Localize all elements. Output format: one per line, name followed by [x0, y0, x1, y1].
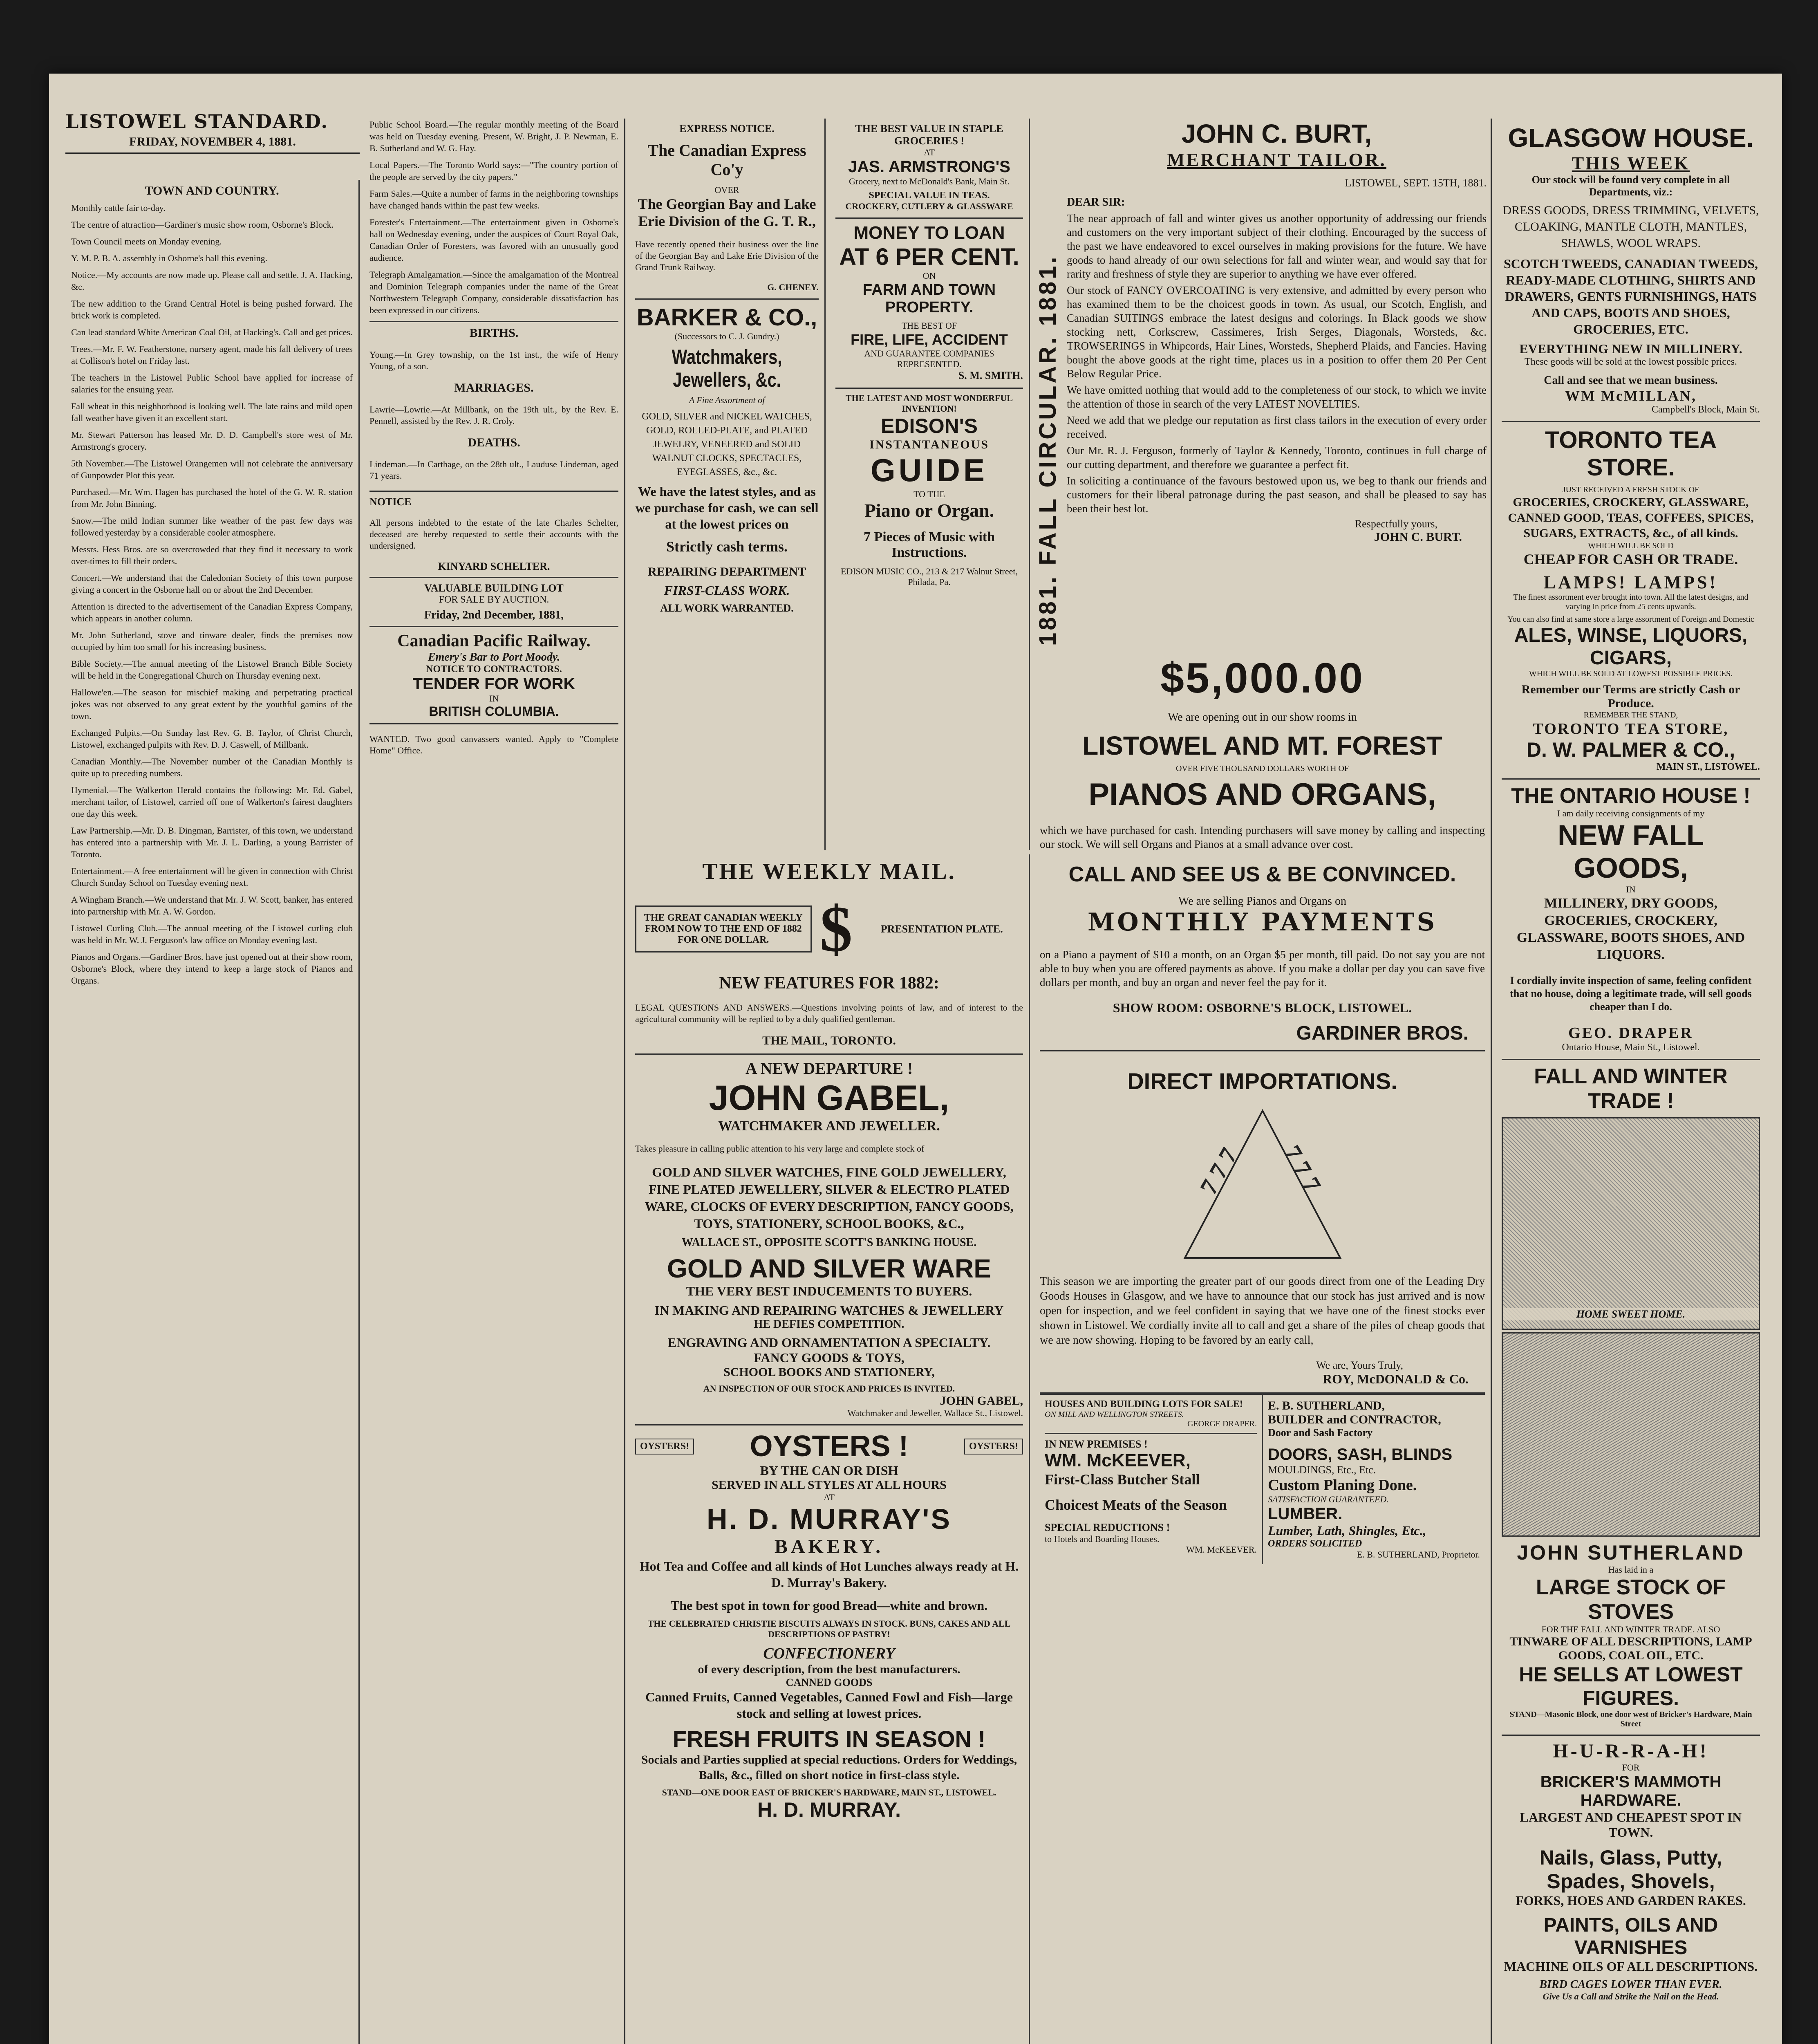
sutherland-orders: ORDERS SOLICITED: [1268, 1538, 1362, 1549]
deaths-heading: DEATHS.: [468, 436, 520, 449]
bricker-largest: LARGEST AND CHEAPEST SPOT IN TOWN.: [1520, 1810, 1742, 1840]
gabel-school: SCHOOL BOOKS AND STATIONERY,: [723, 1365, 935, 1379]
gabel-pleasure: Takes pleasure in calling public attention to his very large and complete stock of: [635, 1143, 925, 1154]
bricker-machine: MACHINE OILS OF ALL DESCRIPTIONS.: [1504, 1959, 1758, 1974]
teastore-lamps: LAMPS! LAMPS!: [1543, 572, 1718, 592]
news-item: Hallowe'en.—The season for mischief making and perpetrating practical jokes was not observed to any great extent by the youthful gamins of the town.: [71, 687, 353, 721]
stoves-tinware: TINWARE OF ALL DESCRIPTIONS, LAMP GOODS, COAL OIL, ETC.: [1509, 1635, 1752, 1662]
burt-circular: [1034, 119, 1492, 650]
direct-signature: ROY, McDONALD & Co.: [1322, 1372, 1469, 1386]
gardiner-amount: $5,000.00: [1160, 654, 1364, 702]
wanted-text: WANTED. Two good canvassers wanted. Apply to "Complete Home" Office.: [369, 734, 618, 755]
burt-trade: MERCHANT TAILOR.: [1167, 149, 1386, 170]
news-item: Forester's Entertainment.—The entertainment given in Osborne's hall on Wednesday evening, under the auspices of Court Royal Oak, Canadian Order of Foresters, was favored with an unusually good audience.: [369, 217, 618, 263]
news-item: Bible Society.—The annual meeting of the Listowel Branch Bible Society will be held in the Congregational Church on Thursday evening next.: [71, 659, 353, 681]
news-item: Messrs. Hess Bros. are so overcrowded that they find it necessary to work over-times to fill their orders.: [71, 544, 353, 566]
gardiner-terms: on a Piano a payment of $10 a month, on an Organ $5 per month, till paid. Do not say you are not able to buy when you are offered payments as above. If you make a dollar per day you can save five dollars per month, and buy an organ and never feel the pay for it.: [1040, 948, 1485, 988]
sutherland-signature: E. B. SUTHERLAND, Proprietor.: [1357, 1549, 1480, 1560]
glasgow-list-2: SCOTCH TWEEDS, CANADIAN TWEEDS, READY-MADE CLOTHING, SHIRTS AND DRAWERS, GENTS FURNISHINGS, HATS AND CAPS, BOOTS AND SHOES, GROCERIES, ETC.: [1503, 256, 1758, 336]
svg-text:7 7 7: 7 7 7: [1194, 1143, 1243, 1199]
gardiner-over: OVER FIVE THOUSAND DOLLARS WORTH OF: [1175, 764, 1349, 773]
mail-title: THE WEEKLY MAIL.: [702, 859, 956, 884]
teastore-also: You can also find at same store a large assortment of Foreign and Domestic: [1507, 615, 1754, 624]
gardiner-body: which we have purchased for cash. Intending purchasers will save money by calling and inspecting our stock. We will sell Organs and Pianos at a small advance over cost.: [1040, 824, 1485, 850]
marriages-heading: MARRIAGES.: [454, 381, 534, 394]
bricker-title: BRICKER'S MAMMOTH HARDWARE.: [1540, 1773, 1722, 1809]
express-body: Have recently opened their business over the line of the Georgian Bay and Lake Erie Division of the Grand Trunk Railway.: [635, 239, 819, 272]
express-notice: EXPRESS NOTICE.: [679, 123, 775, 134]
edison-name: EDISON'S: [881, 415, 978, 437]
direct-closing: We are, Yours Truly,: [1316, 1359, 1403, 1371]
money-on: ON: [922, 271, 936, 281]
barker-warranted: ALL WORK WARRANTED.: [660, 602, 794, 614]
cpr-tender: TENDER FOR WORK: [412, 675, 575, 693]
notice-text: All persons indebted to the estate of the late Charles Schelter, deceased are hereby requested to settle their accounts with the undersigned.: [369, 518, 618, 551]
teastore-received: JUST RECEIVED A FRESH STOCK OF: [1562, 485, 1699, 494]
births-heading: BIRTHS.: [469, 326, 519, 340]
bricker-forks: FORKS, HOES AND GARDEN RAKES.: [1516, 1893, 1746, 1908]
barker-trade: Watchmakers, Jewellers, &c.: [672, 346, 782, 392]
burt-paragraph: Our Mr. R. J. Ferguson, formerly of Taylor & Kennedy, Toronto, continues in full charge of our cutting department, and therefore we guarantee a perfect fit.: [1067, 444, 1487, 471]
murray-every: of every description, from the best manufacturers.: [698, 1663, 960, 1676]
elephant-engraving: [1502, 1332, 1760, 1537]
lot-title: VALUABLE BUILDING LOT: [424, 582, 564, 594]
burt-paragraph: We have omitted nothing that would add to the completeness of our stock, to which we invite the attention of those in search of the very LATEST NOVELTIES.: [1067, 384, 1487, 410]
burt-date: LISTOWEL, SEPT. 15TH, 1881.: [1345, 177, 1487, 189]
sutherland-trade: BUILDER and CONTRACTOR,: [1268, 1413, 1441, 1426]
farm-town-property: FARM AND TOWN PROPERTY.: [862, 281, 996, 316]
gabel-departure: A NEW DEPARTURE !: [745, 1059, 913, 1078]
burt-closing: Respectfully yours,: [1355, 518, 1437, 530]
oysters-title: OYSTERS !: [750, 1430, 909, 1463]
murray-stand: STAND—ONE DOOR EAST OF BRICKER'S HARDWARE, MAIN ST., LISTOWEL.: [662, 1787, 996, 1797]
sutherland-doors: DOORS, SASH, BLINDS: [1268, 1446, 1453, 1464]
staple-heading: THE BEST VALUE IN STAPLE GROCERIES !: [855, 123, 1003, 147]
mail-body: LEGAL QUESTIONS AND ANSWERS.—Questions involving points of law, and of interest to the agricultural community will be replied to by a duly qualified gentleman.: [635, 1002, 1023, 1024]
teastore-terms: Remember our Terms are strictly Cash or Produce.: [1521, 683, 1740, 710]
murray-bakery: BAKERY.: [774, 1536, 884, 1558]
cpr-bc: BRITISH COLUMBIA.: [429, 704, 559, 719]
news-item: Snow.—The mild Indian summer like weather of the past few days was followed yesterday by a considerable cooler atmosphere.: [71, 515, 353, 538]
gabel-goods: GOLD AND SILVER WATCHES, FINE GOLD JEWELLERY, FINE PLATED JEWELLERY, SILVER & ELECTRO PLATED WARE, CLOCKS OF EVERY DESCRIPTION, FANCY GOODS, TOYS, STATIONERY, SCHOOL BOOKS, &C.,: [645, 1165, 1014, 1231]
edison-pieces: 7 Pieces of Music with Instructions.: [863, 529, 995, 560]
murray-bread: The best spot in town for good Bread—white and brown.: [670, 1598, 988, 1613]
news-item: Local Papers.—The Toronto World says:—"The country portion of the people are served by the city papers.": [369, 160, 618, 182]
newspaper-page: [49, 74, 1782, 2044]
stoves-sells: HE SELLS AT LOWEST FIGURES.: [1519, 1663, 1743, 1710]
teastore-title: TORONTO TEA STORE.: [1545, 427, 1717, 481]
mckeever-choicest: Choicest Meats of the Season: [1045, 1497, 1227, 1513]
news-item: Listowel Curling Club.—The annual meeting of the Listowel curling club was held in Mr. W. J. Ferguson's law office on Monday evening last.: [71, 923, 353, 945]
cpr-in: IN: [489, 693, 499, 704]
stoves-has: Has laid in a: [1608, 1564, 1654, 1575]
ontario-invite: I cordially invite inspection of same, feeling confident that no house, doing a legitimate trade, will sell goods cheaper than I do.: [1510, 975, 1752, 1013]
mail-box: THE GREAT CANADIAN WEEKLY FROM NOW TO THE END OF 1882 FOR ONE DOLLAR.: [635, 905, 812, 953]
sutherland-stove-name: JOHN SUTHERLAND: [1517, 1541, 1745, 1564]
teastore-remember: REMEMBER THE STAND,: [1583, 710, 1678, 719]
sutherland-planing: Custom Planing Done.: [1268, 1477, 1417, 1494]
houses-signature: GEORGE DRAPER.: [1187, 1419, 1257, 1428]
gabel-inducements: THE VERY BEST INDUCEMENTS TO BUYERS.: [686, 1284, 972, 1298]
dollar-sign-icon: $: [819, 892, 853, 965]
teastore-ales: ALES, WINSE, LIQUORS, CIGARS,: [1514, 625, 1748, 669]
bricker-paints: PAINTS, OILS AND VARNISHES: [1543, 1914, 1718, 1959]
gabel-premises: WALLACE ST., OPPOSITE SCOTT'S BANKING HOUSE.: [681, 1236, 977, 1249]
staple-at: AT: [924, 147, 935, 157]
gardiner-monthly: MONTHLY PAYMENTS: [1087, 908, 1437, 937]
edison-instant: INSTANTANEOUS: [869, 438, 989, 451]
bricker-call: Give Us a Call and Strike the Nail on the Head.: [1543, 1991, 1719, 2001]
triangle-ornament: [1177, 1107, 1348, 1262]
express-over: OVER: [714, 185, 739, 195]
burt-name: JOHN C. BURT,: [1181, 119, 1372, 148]
edison-company: EDISON MUSIC CO., 213 & 217 Walnut Street, Philada, Pa.: [841, 566, 1018, 587]
gabel-trade: WATCHMAKER AND JEWELLER.: [718, 1118, 940, 1134]
births-text: Young.—In Grey township, on the 1st inst., the wife of Henry Young, of a son.: [369, 350, 618, 371]
gabel-engraving: ENGRAVING AND ORNAMENTATION A SPECIALTY.: [667, 1335, 991, 1350]
cpr-subtitle: Emery's Bar to Port Moody.: [428, 651, 560, 663]
mckeever-ads: [1040, 1395, 1263, 1564]
murray-christie: THE CELEBRATED CHRISTIE BISCUITS ALWAYS IN STOCK. BUNS, CAKES AND ALL DESCRIPTIONS OF PASTRY!: [647, 1618, 1011, 1639]
stove-caption: HOME SWEET HOME.: [1503, 1308, 1759, 1320]
barker-prices: We have the latest styles, and as we purchase for cash, we can sell at the lowest prices on: [635, 484, 819, 531]
companies-represented: AND GUARANTEE COMPANIES REPRESENTED.: [864, 348, 994, 369]
six-per-cent: AT 6 PER CENT.: [839, 244, 1019, 270]
sutherland-ad: [1263, 1395, 1485, 1564]
stoves-stand: STAND—Masonic Block, one door west of Bricker's Hardware, Main Street: [1509, 1710, 1752, 1728]
ontario-fall-goods: NEW FALL GOODS,: [1558, 819, 1704, 884]
news-item: Town Council meets on Monday evening.: [71, 236, 222, 247]
mail-features: NEW FEATURES FOR 1882:: [719, 974, 939, 993]
sutherland-lath: Lumber, Lath, Shingles, Etc.,: [1268, 1523, 1426, 1538]
gabel-name: JOHN GABEL,: [709, 1078, 949, 1118]
stoves-for: FOR THE FALL AND WINTER TRADE. ALSO: [1541, 1624, 1720, 1634]
cpr-title: Canadian Pacific Railway.: [397, 632, 591, 650]
burt-signature: JOHN C. BURT.: [1374, 530, 1462, 544]
teastore-goods: GROCERIES, CROCKERY, GLASSWARE, CANNED GOOD, TEAS, COFFEES, SPICES, SUGARS, EXTRACTS, &c., of all kinds.: [1508, 495, 1754, 540]
masthead: [65, 110, 360, 154]
news-item: Monthly cattle fair to-day.: [71, 203, 166, 213]
edison-to-the: TO THE: [913, 489, 945, 499]
ontario-signature: GEO. DRAPER: [1568, 1024, 1693, 1042]
news-item: Notice.—My accounts are now made up. Please call and settle. J. A. Hacking, &c.: [71, 270, 353, 292]
gardiner-pianos: PIANOS AND ORGANS,: [1088, 777, 1436, 812]
news-item: Mr. Stewart Patterson has leased Mr. D. D. Campbell's store west of Mr. Armstrong's grocery.: [71, 430, 353, 452]
murray-fruits: Canned Fruits, Canned Vegetables, Canned Fowl and Fish—large stock and selling at lowest prices.: [645, 1690, 1013, 1721]
news-item: Trees.—Mr. F. W. Featherstone, nursery agent, made his fall delivery of trees at Collison's hotel on Friday last.: [71, 344, 353, 366]
ontario-title: THE ONTARIO HOUSE !: [1511, 784, 1751, 808]
fire-life-accident: FIRE, LIFE, ACCIDENT: [851, 331, 1008, 348]
glasgow-list-1: DRESS GOODS, DRESS TRIMMING, VELVETS, CLOAKING, MANTLE CLOTH, MANTLES, SHAWLS, WOOL WRAPS.: [1502, 204, 1759, 250]
gardiner-show: SHOW ROOM: OSBORNE'S BLOCK, LISTOWEL.: [1113, 1000, 1412, 1015]
armstrong-address: Grocery, next to McDonald's Bank, Main St.: [849, 176, 1010, 186]
bottom-ads: [1040, 1394, 1485, 1564]
murray-fresh: FRESH FRUITS IN SEASON !: [672, 1726, 986, 1752]
direct-body: This season we are importing the greater part of our goods direct from one of the Leading Dry Goods Houses in Glasgow, and we have to announce that our stock has just arrived and is now open for inspection, and we feel confident in saying that we have one of the finest stocks ever shown in Listowel. We cordially invite all to call and get a share of the piles of cheap goods that we are now showing. Hoping to be favored by an early call,: [1040, 1275, 1485, 1347]
triangle-ornament-icon: [1177, 1107, 1348, 1262]
mckeever-new: IN NEW PREMISES !: [1045, 1438, 1148, 1450]
gardiner-opening: We are opening out in our show rooms in: [1168, 711, 1357, 724]
ontario-signature-sub: Ontario House, Main St., Listowel.: [1562, 1042, 1700, 1053]
glasgow-week: THIS WEEK: [1572, 153, 1690, 173]
teas-special: SPECIAL VALUE IN TEAS.: [869, 190, 990, 201]
oysters-by: BY THE CAN OR DISH: [760, 1463, 898, 1478]
mckeever-signature: WM. McKEEVER.: [1186, 1544, 1257, 1555]
news-column-2: [364, 119, 625, 2044]
oysters-served: SERVED IN ALL STYLES AT ALL HOURS: [712, 1478, 947, 1492]
news-item: Telegraph Amalgamation.—Since the amalgamation of the Montreal and Dominion Telegraph companies under the name of the Great Northwestern Telegraph Company, considerable dissatisfaction has been expressed in our citizens.: [369, 269, 618, 315]
glasgow-lowest: These goods will be sold at the lowest possible prices.: [1525, 356, 1737, 367]
news-item: Entertainment.—A free entertainment will be given in connection with Christ Church Sunday School on Tuesday evening next.: [71, 866, 353, 888]
best-of: THE BEST OF: [901, 320, 957, 331]
gabel-repairing: IN MAKING AND REPAIRING WATCHES & JEWELLERY: [654, 1303, 1004, 1318]
murray-canned: CANNED GOODS: [786, 1676, 873, 1688]
news-item: Fall wheat in this neighborhood is looking well. The late rains and mild open fall weather have given it an excellent start.: [71, 401, 353, 423]
gabel-defies: HE DEFIES COMPETITION.: [754, 1318, 905, 1331]
news-heading: TOWN AND COUNTRY.: [145, 184, 279, 197]
edison-latest: THE LATEST AND MOST WONDERFUL INVENTION!: [845, 393, 1013, 414]
ontario-receiving: I am daily receiving consignments of my: [1557, 808, 1705, 818]
stoves-title: FALL AND WINTER TRADE !: [1534, 1065, 1728, 1113]
svg-text:7 7 7: 7 7 7: [1278, 1141, 1326, 1197]
houses-sub: ON MILL AND WELLINGTON STREETS.: [1045, 1410, 1184, 1419]
express-company: The Canadian Express Co'y: [647, 141, 806, 179]
murray-hot: Hot Tea and Coffee and all kinds of Hot Lunches always ready at H. D. Murray's Bakery.: [639, 1559, 1019, 1590]
news-column: [65, 180, 360, 2044]
gardiner-signature: GARDINER BROS.: [1296, 1022, 1469, 1044]
express-line: The Georgian Bay and Lake Erie Division of the G. T. R.,: [638, 196, 816, 229]
issue-date: FRIDAY, NOVEMBER 4, 1881.: [129, 135, 296, 148]
marriages-text: Lawrie—Lowrie.—At Millbank, on the 19th ult., by the Rev. E. Pennell, assisted by the Rev. J. R. Croly.: [369, 404, 618, 426]
deaths-text: Lindeman.—In Carthage, on the 28th ult., Lauduse Lindeman, aged 71 years.: [369, 459, 618, 481]
bricker-hurrah: H-U-R-R-A-H!: [1553, 1740, 1709, 1762]
armstrong-name: JAS. ARMSTRONG'S: [848, 158, 1010, 176]
teastore-lowest: WHICH WILL BE SOLD AT LOWEST POSSIBLE PRICES.: [1529, 669, 1733, 678]
teastore-signature: D. W. PALMER & CO.,: [1526, 738, 1735, 761]
barker-title: BARKER & CO.,: [636, 304, 817, 331]
right-column: [1496, 119, 1766, 2044]
burt-salutation: DEAR SIR:: [1067, 196, 1125, 208]
notice-heading: NOTICE: [369, 496, 412, 508]
oysters-tag-right: OYSTERS!: [964, 1439, 1023, 1455]
sutherland-mouldings: MOULDINGS, Etc., Etc.: [1268, 1464, 1376, 1476]
gabel-gold-silver: GOLD AND SILVER WARE: [667, 1254, 991, 1283]
gabel-invite: AN INSPECTION OF OUR STOCK AND PRICES IS INVITED.: [703, 1383, 955, 1394]
express-signature: G. CHENEY.: [767, 282, 819, 292]
news-item: The new addition to the Grand Central Hotel is being pushed forward. The brick work is completed.: [71, 298, 353, 320]
gabel-fancy: FANCY GOODS & TOYS,: [754, 1350, 905, 1365]
mckeever-name: WM. McKEEVER,: [1045, 1450, 1191, 1470]
news-item: Hymenial.—The Walkerton Herald contains the following: Mr. Ed. Gabel, merchant tailor, of Listowel, carried off one of Walkerton's fairest daughters one day this week.: [71, 785, 353, 819]
cpr-notice: NOTICE TO CONTRACTORS.: [426, 664, 562, 675]
bricker-cages: BIRD CAGES LOWER THAN EVER.: [1539, 1978, 1722, 1991]
sutherland-name: E. B. SUTHERLAND,: [1268, 1399, 1385, 1412]
burt-paragraph: The near approach of fall and winter gives us another opportunity of addressing our friends and customers on the very important subject of their clothing. Encouraged by the success of the past we have endeavored to excel ourselves in making provisions for the future. We have goods to hand already of our own selections for fall and winter wear, and would say that for rarity and freshness of style they are superior to anything we have ever offered.: [1067, 212, 1487, 280]
burt-paragraph: Need we add that we pledge our reputation as first class tailors in the execution of every order received.: [1067, 414, 1487, 440]
mail-footer: THE MAIL, TORONTO.: [762, 1034, 896, 1047]
barker-first-class: FIRST-CLASS WORK.: [664, 583, 790, 598]
money-to-loan: MONEY TO LOAN: [853, 223, 1005, 243]
direct-title: DIRECT IMPORTATIONS.: [1127, 1068, 1397, 1094]
gardiner-call: CALL AND SEE US & BE CONVINCED.: [1068, 863, 1456, 886]
mail-gabel-oysters-block: [629, 854, 1030, 2044]
mckeever-special: SPECIAL REDUCTIONS !: [1045, 1522, 1170, 1533]
sutherland-satisfaction: SATISFACTION GUARANTEED.: [1268, 1494, 1389, 1504]
edison-piano: Piano or Organ.: [864, 500, 994, 521]
sutherland-door: Door and Sash Factory: [1268, 1427, 1372, 1439]
glasgow-millinery: EVERYTHING NEW IN MILLINERY.: [1519, 341, 1742, 356]
newspaper-title: LISTOWEL STANDARD.: [65, 110, 329, 132]
gardiner-towns: LISTOWEL AND MT. FOREST: [1082, 731, 1442, 760]
news-item: Law Partnership.—Mr. D. B. Dingman, Barrister, of this town, we understand has entered into a partnership with Mr. J. L. Darling, a young Barrister of Toronto.: [71, 825, 353, 859]
news-item: The centre of attraction—Gardiner's music show room, Osborne's Block.: [71, 220, 334, 230]
murray-signature: H. D. MURRAY.: [757, 1798, 901, 1821]
glasgow-intro: Our stock will be found very complete in all Departments, viz.:: [1531, 174, 1730, 198]
murray-confectionery: CONFECTIONERY: [763, 1645, 895, 1662]
middle-column: [1034, 650, 1492, 2044]
news-item: Can lead standard White American Coal Oil, at Hacking's. Call and get prices.: [71, 327, 353, 337]
oysters-tag-left: OYSTERS!: [635, 1439, 694, 1455]
news-item: Farm Sales.—Quite a number of farms in the neighboring townships have changed hands within the past few weeks.: [369, 188, 618, 211]
gardiner-selling: We are selling Pianos and Organs on: [1178, 895, 1346, 908]
news-item: Pianos and Organs.—Gardiner Bros. have just opened out at their show room, Osborne's Block, where they intend to keep a large stock of Pianos and Organs.: [71, 952, 353, 986]
burt-paragraph: In soliciting a continuance of the favours bestowed upon us, we beg to thank our friends and customers for their liberal patronage during the past season, and shall be pleased to say has been their best lot.: [1067, 475, 1487, 515]
smith-signature: S. M. SMITH.: [958, 370, 1023, 381]
oysters-at: AT: [824, 1492, 835, 1502]
teastore-signature-sub: MAIN ST., LISTOWEL.: [1656, 762, 1760, 772]
barker-assortment: A Fine Assortment of: [689, 395, 765, 405]
news-item: Mr. John Sutherland, stove and tinware dealer, finds the premises now occupied by him too small for his increasing business.: [71, 630, 353, 652]
houses-title: HOUSES AND BUILDING LOTS FOR SALE!: [1045, 1399, 1243, 1410]
gabel-signature: JOHN GABEL,: [940, 1394, 1023, 1407]
news-item: Y. M. P. B. A. assembly in Osborne's hall this evening.: [71, 253, 268, 263]
glasgow-signature-sub: Campbell's Block, Main St.: [1652, 404, 1760, 415]
mail-plate: PRESENTATION PLATE.: [880, 923, 1003, 935]
teastore-lamps-body: The finest assortment ever brought into town. All the latest designs, and varying in price from 25 cents upwards.: [1513, 593, 1749, 611]
sutherland-lumber: LUMBER.: [1268, 1505, 1343, 1523]
news-item: Exchanged Pulpits.—On Sunday last Rev. G. B. Taylor, of Christ Church, Listowel, exchanged pulpits with Rev. D. J. Caswell, of Millbank.: [71, 728, 353, 750]
gabel-signature-sub: Watchmaker and Jeweller, Wallace St., Listowel.: [847, 1408, 1023, 1418]
burt-paragraph: Our stock of FANCY OVERCOATING is very extensive, and admitted by every person who has examined them to be the choicest goods in town. As usual, our Scotch, English, and Canadian SUITINGS embrace the latest designs and colorings. In Black goods we show stocking nett, Corkscrew, Cassimeres, Irish Serges, Diagonals, Worsteds, &c. TROWSERINGS in Whipcords, Hair Lines, Worsteds, Shepherd Plaids, and Fancies. Having bought the above goods at the right time, places us in a position to offer them 20 Per Cent Below Regular Price.: [1067, 284, 1487, 380]
fall-circular-vertical: 1881. FALL CIRCULAR. 1881.: [1034, 254, 1061, 646]
express-barker-column: [629, 119, 826, 850]
news-item: Concert.—We understand that the Caledonian Society of this town purpose giving a concert in the Osborne hall on or about the 2nd December.: [71, 573, 353, 595]
news-item: Attention is directed to the advertisement of the Canadian Express Company, which appears in another column.: [71, 601, 353, 623]
crockery-line: CROCKERY, CUTLERY & GLASSWARE: [845, 201, 1013, 211]
lot-subtitle: FOR SALE BY AUCTION.: [439, 594, 549, 605]
ontario-in: IN: [1626, 884, 1636, 894]
ontario-goods: MILLINERY, DRY GOODS, GROCERIES, CROCKERY, GLASSWARE, BOOTS SHOES, AND LIQUORS.: [1516, 896, 1745, 962]
edison-guide: GUIDE: [870, 452, 988, 488]
barker-subtitle: (Successors to C. J. Gundry.): [674, 331, 779, 341]
news-item: Canadian Monthly.—The November number of the Canadian Monthly is quite up to preceding numbers.: [71, 756, 353, 778]
news-item: 5th November.—The Listowel Orangemen will not celebrate the anniversary of Gunpowder Plot this year.: [71, 458, 353, 480]
mckeever-first: First-Class Butcher Stall: [1045, 1471, 1200, 1488]
stoves-large: LARGE STOCK OF STOVES: [1536, 1576, 1726, 1624]
glasgow-signature: WM McMILLAN,: [1565, 388, 1697, 404]
stove-engraving: [1502, 1117, 1760, 1330]
barker-repair: REPAIRING DEPARTMENT: [647, 565, 806, 578]
notice-signature: KINYARD SCHELTER.: [438, 560, 550, 572]
bricker-nails: Nails, Glass, Putty, Spades, Shovels,: [1539, 1846, 1722, 1893]
glasgow-title: GLASGOW HOUSE.: [1508, 123, 1754, 152]
murray-name: H. D. MURRAY'S: [706, 1503, 952, 1535]
barker-cash: Strictly cash terms.: [666, 538, 788, 555]
news-item: Public School Board.—The regular monthly meeting of the Board was held on Tuesday evening. Present, W. Bright, J. P. Newman, E. B. Sutherland and W. G. Hay.: [369, 119, 618, 153]
news-item: A Wingham Branch.—We understand that Mr. J. W. Scott, banker, has entered into partnership with Mr. A. W. Gordon.: [71, 894, 353, 917]
news-item: Purchased.—Mr. Wm. Hagen has purchased the hotel of the G. W. R. station from Mr. John Binning.: [71, 487, 353, 509]
barker-goods: GOLD, SILVER and NICKEL WATCHES, GOLD, ROLLED-PLATE, and PLATED JEWELRY, VENEERED and SOLID WALNUT CLOCKS, SPECTACLES, EYEGLASSES, &c., &c.: [642, 411, 812, 477]
murray-socials: Socials and Parties supplied at special reductions. Orders for Weddings, Balls, &c., filled on short notice in first-class style.: [641, 1753, 1017, 1782]
lot-date: Friday, 2nd December, 1881,: [424, 609, 564, 621]
teastore-cheap: CHEAP FOR CASH OR TRADE.: [1523, 551, 1738, 567]
teastore-stand: TORONTO TEA STORE,: [1533, 720, 1729, 737]
news-item: The teachers in the Listowel Public School have applied for increase of salaries for the ensuing year.: [71, 372, 353, 394]
armstrong-edison-column: [830, 119, 1030, 850]
mckeever-hotels: to Hotels and Boarding Houses.: [1045, 1534, 1160, 1544]
teastore-sold: WHICH WILL BE SOLD: [1588, 541, 1674, 550]
glasgow-call: Call and see that we mean business.: [1544, 374, 1718, 387]
bricker-for: FOR: [1622, 1762, 1640, 1773]
